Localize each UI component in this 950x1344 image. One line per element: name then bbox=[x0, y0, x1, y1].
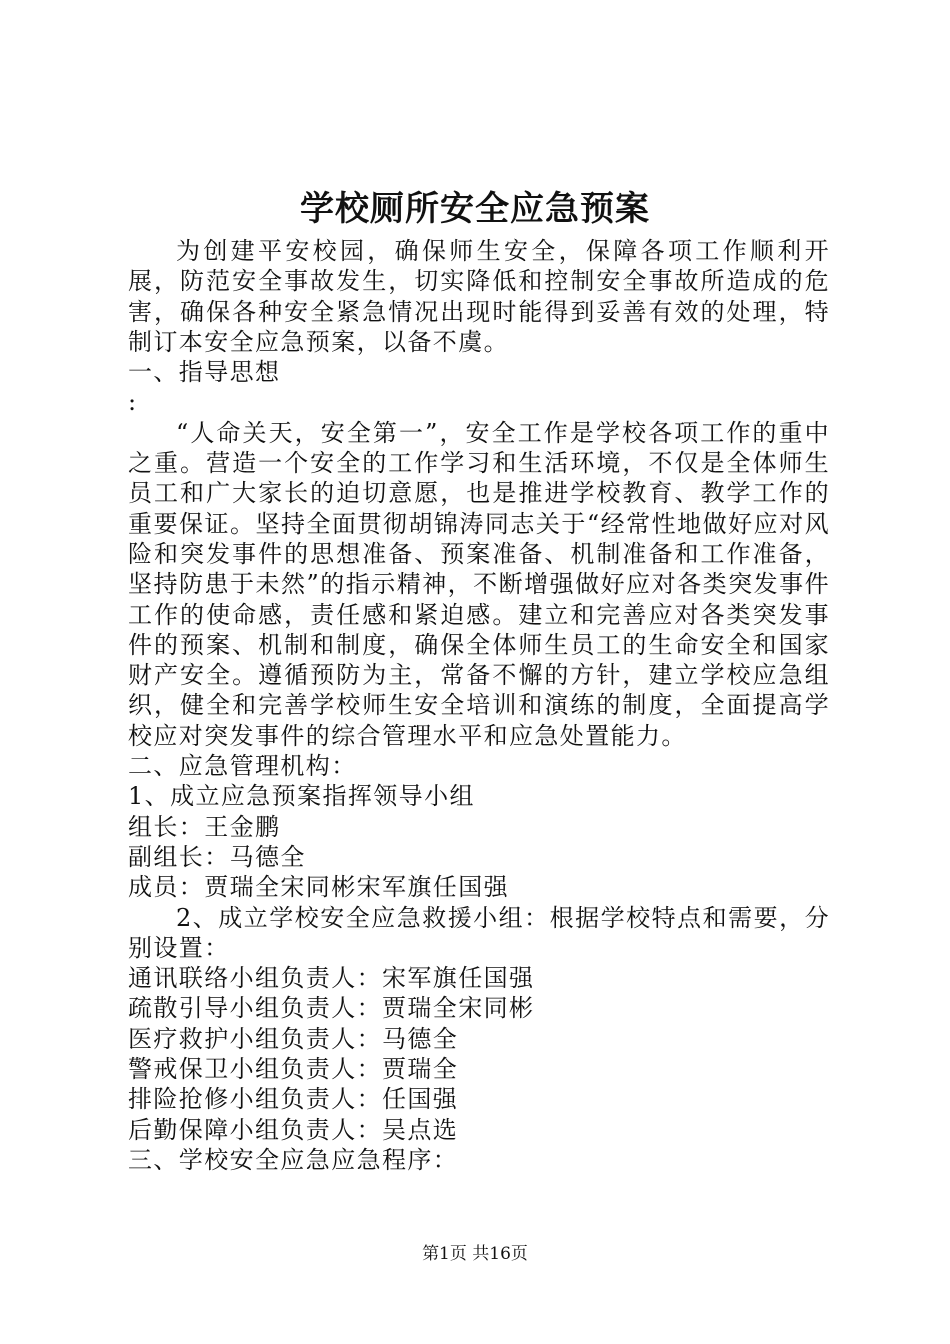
section-1-heading: 一、指导思想 bbox=[128, 358, 281, 387]
members-line: 成员：贾瑞全宋同彬宋军旗任国强 bbox=[128, 873, 509, 902]
intro-paragraph: 为创建平安校园，确保师生安全，保障各项工作顺利开展，防范安全事故发生，切实降低和控制安全事故所造成的危害，确保各种安全紧急情况出现时能得到妥善有效的处理，特制订本安全应急预案，以备不虞。 bbox=[128, 237, 830, 356]
group-line: 后勤保障小组负责人：吴点选 bbox=[128, 1115, 459, 1144]
section-2-heading: 二、应急管理机构： bbox=[128, 752, 357, 781]
group-line: 排险抢修小组负责人：任国强 bbox=[128, 1085, 459, 1114]
section-1-colon: : bbox=[128, 388, 138, 417]
group-line: 疏散引导小组负责人：贾瑞全宋同彬 bbox=[128, 994, 535, 1023]
deputy-leader-line: 副组长：马德全 bbox=[128, 842, 306, 871]
document-body bbox=[128, 236, 830, 1175]
document-title: 学校厕所安全应急预案 bbox=[300, 189, 650, 229]
group-line: 警戒保卫小组负责人：贾瑞全 bbox=[128, 1055, 459, 1084]
leader-line: 组长：王金鹏 bbox=[128, 812, 281, 841]
section-3-heading: 三、学校安全应急应急程序： bbox=[128, 1145, 459, 1174]
section-1-body: “人命关天，安全第一”，安全工作是学校各项工作的重中之重。营造一个安全的工作学习和生活环境，不仅是全体师生员工和广大家长的迫切意愿，也是推进学校教育、教学工作的重要保证。坚持全面贯彻胡锦涛同志关于“经常性地做好应对风险和突发事件的思想准备、预案准备、机制准备和工作准备，坚持防患于未然”的指示精神，不断增强做好应对各类突发事件工作的使命感，责任感和紧迫感。建立和完善应对各类突发事件的预案、机制和制度，确保全体师生员工的生命安全和国家财产安全。遵循预防为主，常备不懈的方针，建立学校应急组织，健全和完善学校师生安全培训和演练的制度，全面提高学校应对突发事件的综合管理水平和应急处置能力。 bbox=[128, 418, 830, 750]
page-indicator: 第1页 共16页 bbox=[422, 1244, 528, 1264]
item-2: 2、成立学校安全应急救援小组：根据学校特点和需要，分别设置： bbox=[128, 903, 830, 962]
item-1: 1、成立应急预案指挥领导小组 bbox=[128, 782, 475, 811]
group-line: 医疗救护小组负责人：马德全 bbox=[128, 1024, 459, 1053]
group-line: 通讯联络小组负责人：宋军旗任国强 bbox=[128, 964, 535, 993]
